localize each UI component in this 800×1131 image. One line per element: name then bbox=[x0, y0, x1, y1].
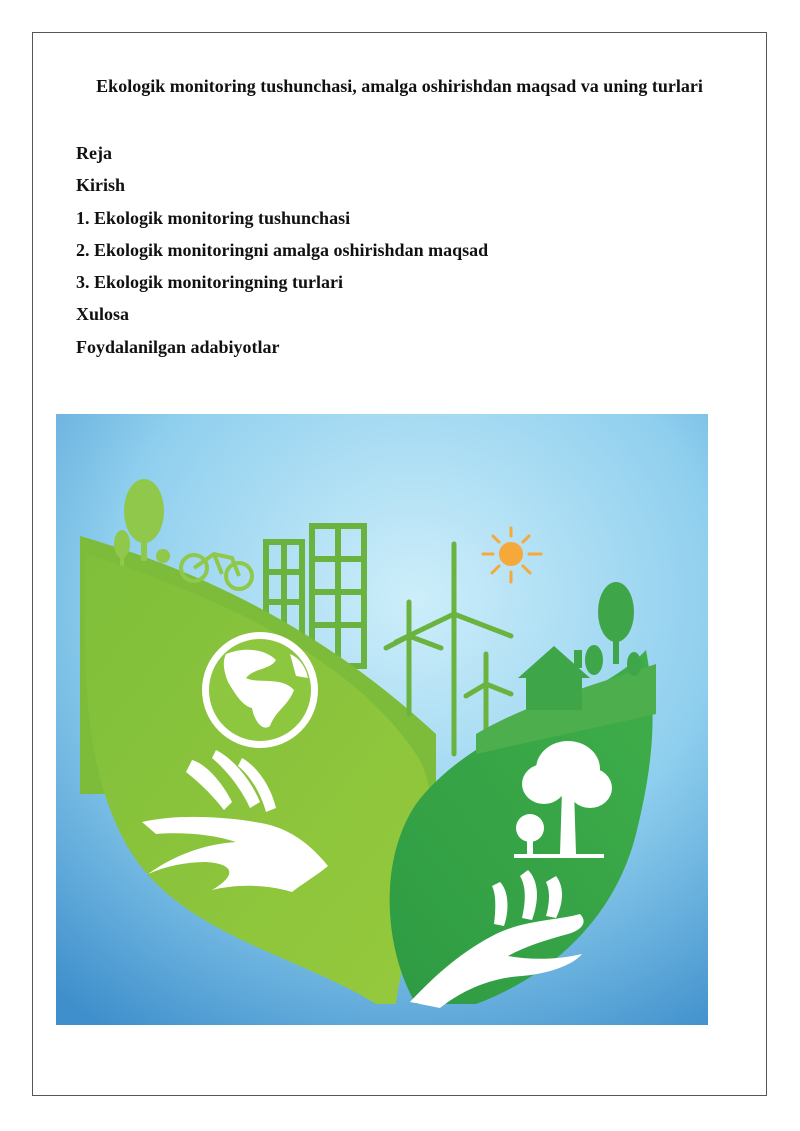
outline-item-3: 3. Ekologik monitoringning turlari bbox=[76, 272, 344, 293]
outline-item-2: 2. Ekologik monitoringni amalga oshirishdan maqsad bbox=[76, 239, 489, 260]
outline-item-reja: Reja bbox=[76, 143, 112, 163]
outline-item-1: 1. Ekologik monitoring tushunchasi bbox=[76, 207, 351, 228]
ecology-illustration bbox=[56, 414, 708, 1025]
outline-item-kirish: Kirish bbox=[76, 175, 126, 196]
globe-icon bbox=[202, 632, 318, 748]
document-title: Ekologik monitoring tushunchasi, amalga oshirishdan maqsad va uning turlari bbox=[96, 76, 703, 96]
outline-list bbox=[76, 140, 488, 366]
outline-item-adabiyotlar: Foydalanilgan adabiyotlar bbox=[76, 336, 280, 357]
outline-item-xulosa: Xulosa bbox=[76, 304, 130, 325]
